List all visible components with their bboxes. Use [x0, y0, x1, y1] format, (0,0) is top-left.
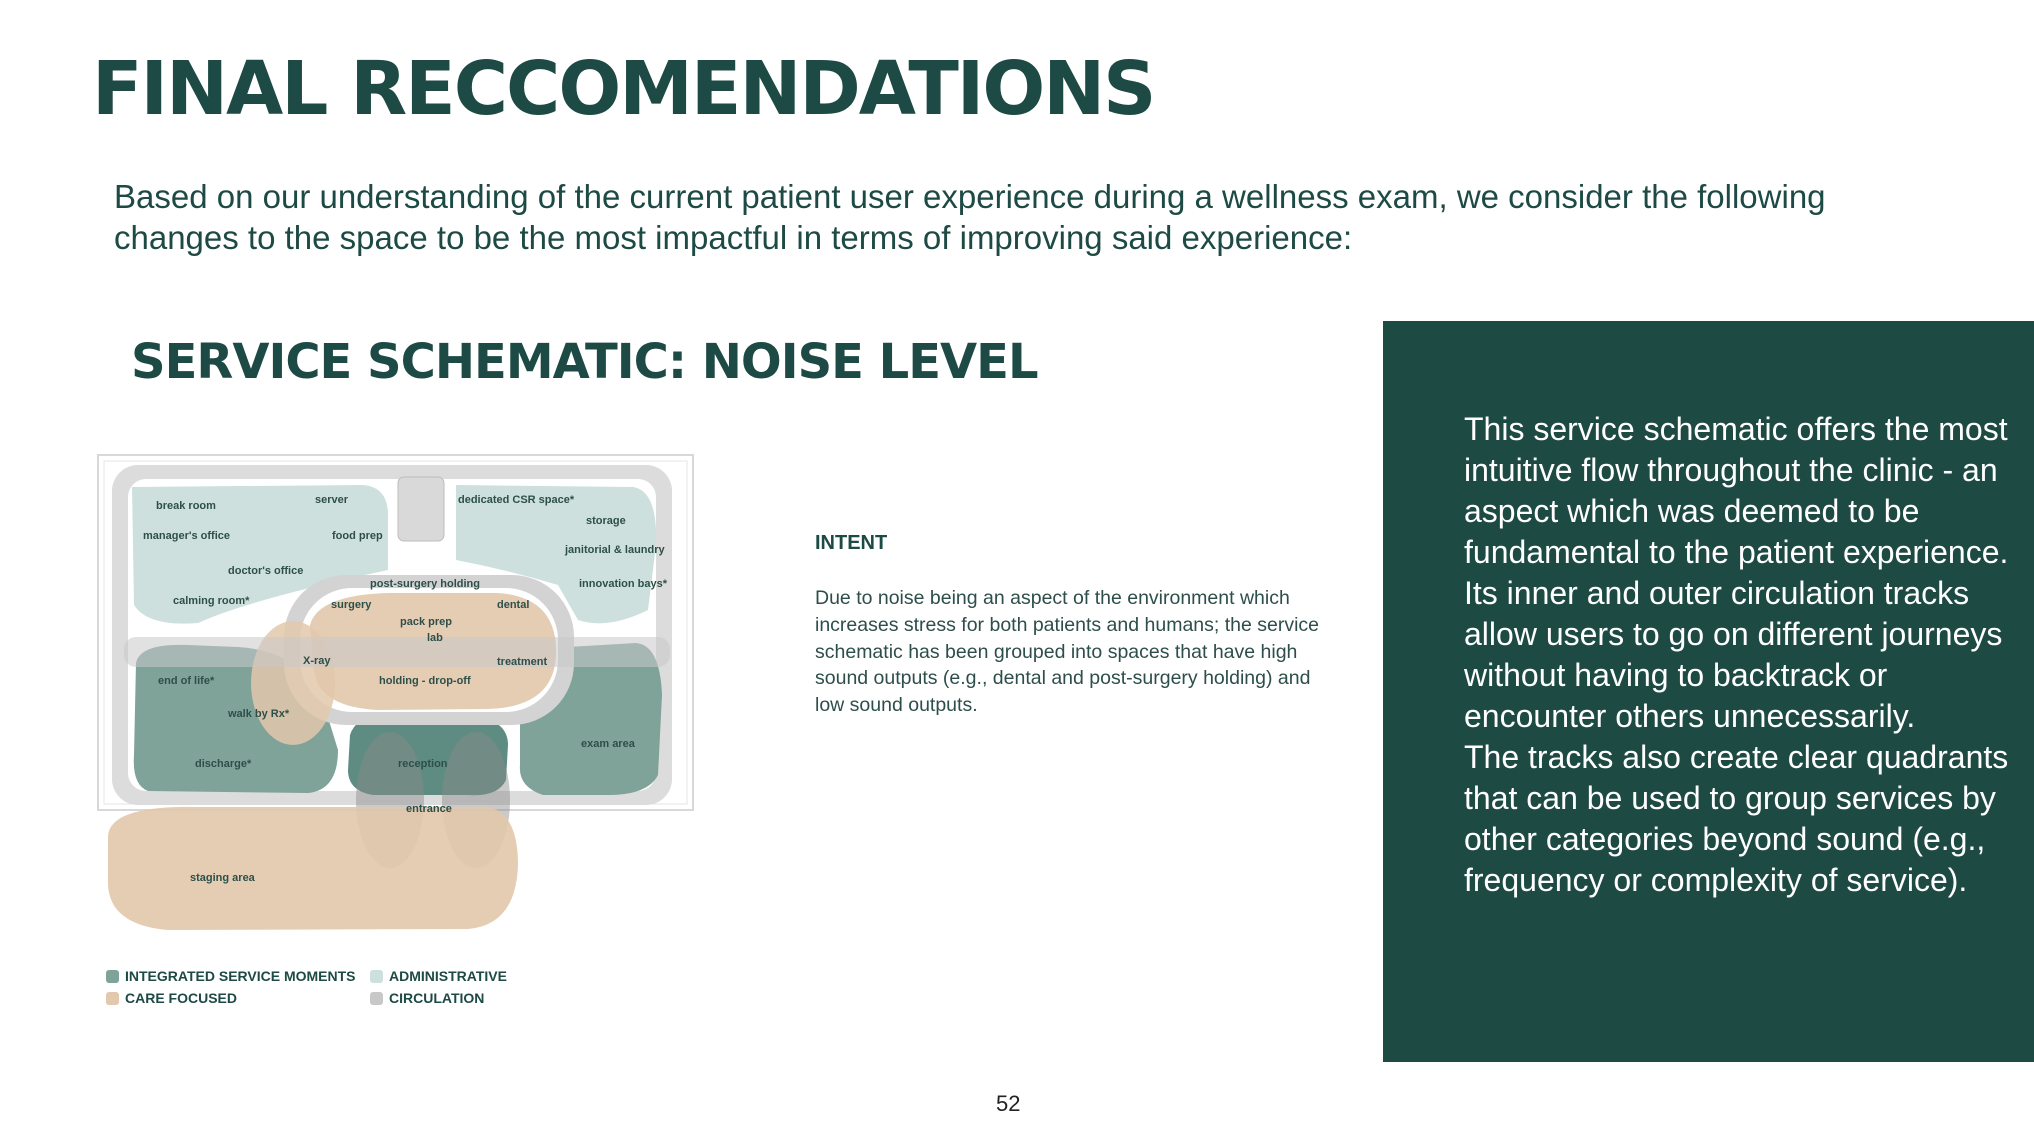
- label-lab: lab: [427, 632, 443, 644]
- summary-panel: [1383, 321, 2034, 1062]
- schematic-legend: [106, 968, 566, 1018]
- legend-integrated: [106, 968, 356, 984]
- label-food-prep: food prep: [332, 530, 383, 542]
- label-discharge: discharge*: [195, 758, 252, 770]
- label-end-of-life: end of life*: [158, 675, 215, 687]
- label-reception: reception: [398, 758, 448, 770]
- label-break-room: break room: [156, 500, 216, 512]
- label-surgery: surgery: [331, 599, 372, 611]
- page-title: FINAL RECCOMENDATIONS: [92, 46, 1155, 132]
- summary-paragraph-3: The tracks also create clear quadrants that can be used to group services by other categories beyond sound (e.g., frequency or complexity of service).: [1464, 739, 2009, 898]
- label-entrance: entrance: [406, 803, 452, 815]
- label-innovation-bays: innovation bays*: [579, 578, 668, 590]
- intent-paragraph: Due to noise being an aspect of the environment which increases stress for both patients and humans; the service schematic has been grouped into spaces that have high sound outputs (e.g., dental and post-surgery holding) and low sound outputs.: [815, 587, 1320, 717]
- legend-label: ADMINISTRATIVE: [389, 968, 507, 984]
- legend-swatch-integrated: [106, 970, 119, 983]
- summary-paragraph-1: This service schematic offers the most intuitive flow throughout the clinic - an aspect which was deemed to be fundamental to the patient experience.: [1464, 411, 2009, 570]
- label-server: server: [315, 494, 349, 506]
- label-storage: storage: [586, 515, 626, 527]
- legend-care-focused: [106, 990, 237, 1006]
- label-managers-office: manager's office: [143, 530, 230, 542]
- intro-paragraph: Based on our understanding of the current patient user experience during a wellness exam, we consider the following changes to the space to be the most impactful in terms of improving said experience:: [114, 178, 1826, 256]
- label-holding-dropoff: holding - drop-off: [379, 675, 471, 687]
- label-calming-room: calming room*: [173, 595, 250, 607]
- schematic-title: SERVICE SCHEMATIC: NOISE LEVEL: [131, 334, 1038, 390]
- summary-paragraph-2: Its inner and outer circulation tracks allow users to go on different journeys without having to backtrack or encounter others unnecessarily.: [1464, 575, 2003, 734]
- legend-label: CARE FOCUSED: [125, 990, 238, 1006]
- staging-area-zone: [108, 807, 518, 930]
- label-walk-by-rx: walk by Rx*: [228, 708, 290, 720]
- label-dental: dental: [497, 599, 530, 611]
- label-treatment: treatment: [497, 656, 548, 668]
- legend-administrative: [370, 968, 507, 984]
- legend-circulation: [370, 990, 484, 1006]
- legend-swatch-administrative: [370, 970, 383, 983]
- label-exam-area: exam area: [581, 738, 635, 750]
- label-janitorial: janitorial & laundry: [565, 544, 665, 556]
- label-dedicated-csr: dedicated CSR space*: [458, 494, 575, 506]
- stairs: [398, 477, 444, 541]
- summary-text: [1464, 409, 2009, 901]
- page-number: 52: [996, 1091, 1021, 1116]
- legend-label: CIRCULATION: [389, 990, 485, 1006]
- label-pack-prep: pack prep: [400, 616, 452, 628]
- label-xray: X-ray: [303, 655, 331, 667]
- legend-swatch-care: [106, 992, 119, 1005]
- floor-plan-diagram: [88, 435, 728, 955]
- label-post-surgery: post-surgery holding: [370, 578, 480, 590]
- horizontal-circulation: [124, 637, 670, 667]
- intent-heading: INTENT: [815, 532, 888, 554]
- legend-swatch-circulation: [370, 992, 383, 1005]
- legend-label: INTEGRATED SERVICE MOMENTS: [125, 968, 356, 984]
- label-staging-area: staging area: [190, 872, 255, 884]
- label-doctors-office: doctor's office: [228, 565, 304, 577]
